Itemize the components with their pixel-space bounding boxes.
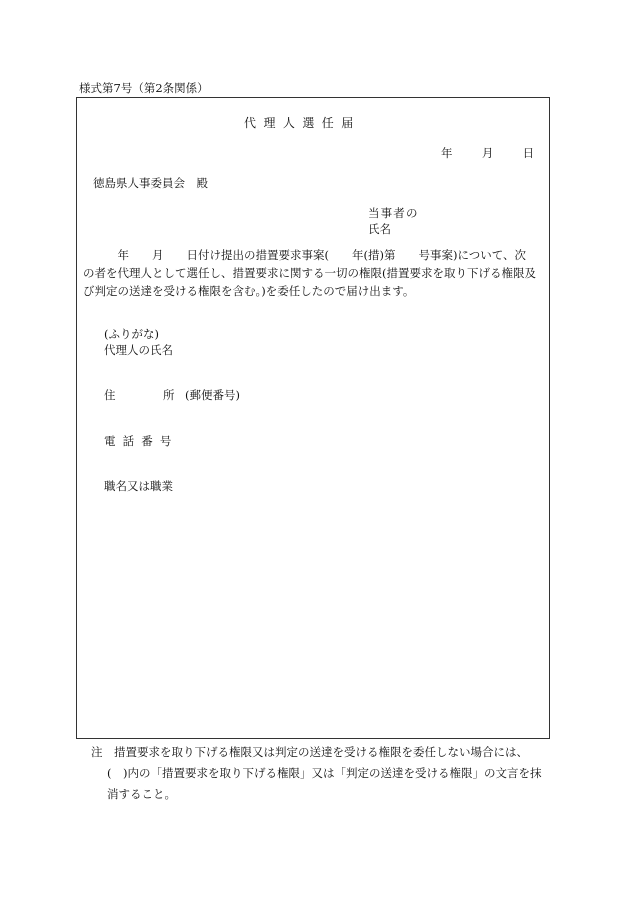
body-paragraph — [83, 247, 545, 300]
postal-code-label: (郵便番号) — [185, 388, 240, 402]
body-line-2: の者を代理人として選任し、措置要求に関する一切の権限(措置要求を取り下げる権限及 — [83, 265, 536, 280]
body-line-1: 年 月 日付け提出の措置要求事案( 年(措)第 号事案)について、次 — [83, 248, 526, 262]
address-label-b: 所 — [163, 388, 175, 402]
form-number: 様式第7号（第2条関係） — [79, 81, 209, 95]
party-label-2: 氏名 — [368, 222, 391, 236]
note-line-1: 注 措置要求を取り下げる権限又は判定の送達を受ける権限を委任しない場合には、 — [91, 745, 528, 759]
agent-name-label: 代理人の氏名 — [104, 343, 173, 357]
note-line-2: ( )内の「措置要求を取り下げる権限」又は「判定の送達を受ける権限」の文言を抹 — [107, 766, 542, 780]
date-month-label: 月 — [481, 146, 494, 160]
date-line — [441, 145, 534, 162]
phone-label: 電 話 番 号 — [104, 434, 174, 448]
date-year-label: 年 — [441, 146, 453, 160]
note-line-3: 消すること。 — [107, 787, 176, 801]
occupation-label: 職名又は職業 — [104, 479, 173, 493]
address-label-a: 住 — [104, 388, 116, 402]
body-line-3: び判定の送達を受ける権限を含む。)を委任したので届け出ます。 — [83, 283, 415, 298]
furigana-label: (ふりがな) — [104, 327, 159, 341]
party-label-1: 当事者の — [368, 206, 419, 220]
addressee: 徳島県人事委員会 殿 — [93, 176, 208, 190]
form-frame — [76, 97, 550, 739]
form-title: 代理人選任届 — [244, 116, 361, 130]
date-day-label: 日 — [522, 146, 535, 160]
